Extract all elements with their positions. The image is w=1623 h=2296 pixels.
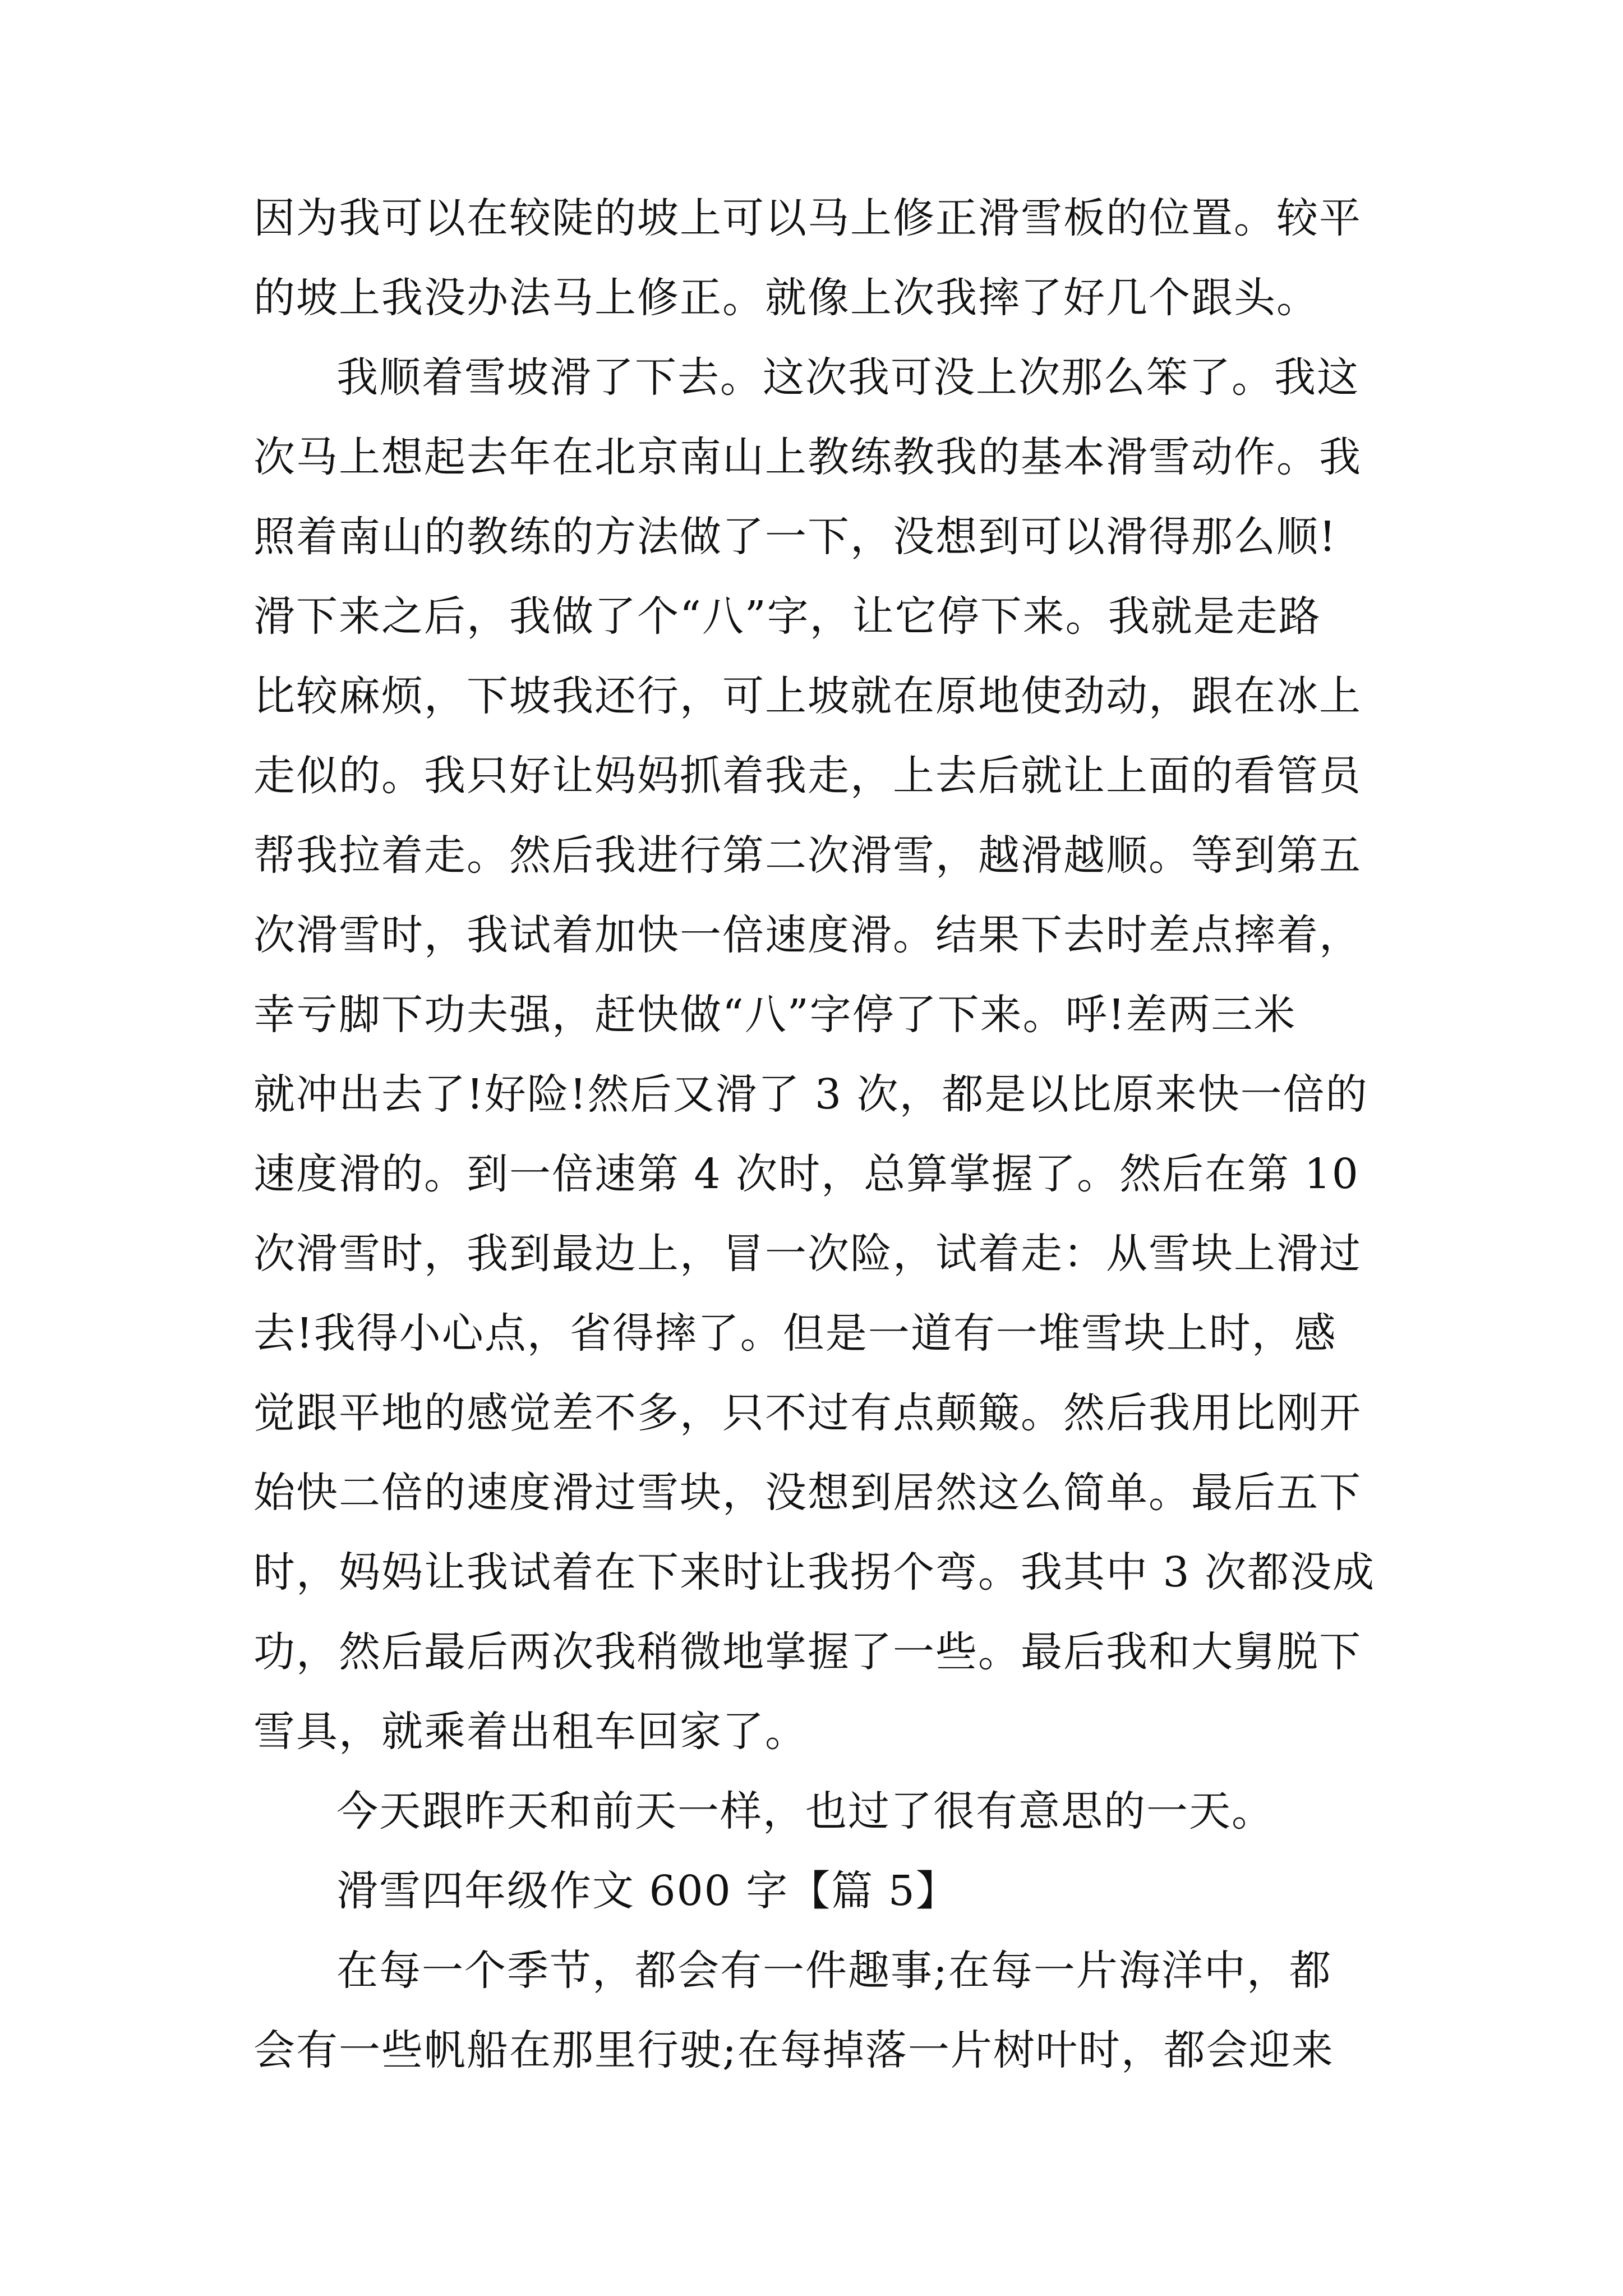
text-line: 照着南山的教练的方法做了一下，没想到可以滑得那么顺! — [253, 513, 1337, 561]
text-line: 的坡上我没办法马上修正。就像上次我摔了好几个跟头。 — [253, 274, 1319, 322]
text-line: 速度滑的。到一倍速第 4 次时，总算掌握了。然后在第 10 — [253, 1150, 1359, 1198]
text-line: 幸亏脚下功夫强，赶快做“八”字停了下来。呼!差两三米 — [253, 991, 1297, 1039]
text-line: 次滑雪时，我试着加快一倍速度滑。结果下去时差点摔着， — [253, 911, 1362, 959]
text-line: 始快二倍的速度滑过雪块，没想到居然这么简单。最后五下 — [253, 1469, 1362, 1517]
text-line: 走似的。我只好让妈妈抓着我走，上去后就让上面的看管员 — [253, 752, 1362, 800]
text-line: 雪具，就乘着出租车回家了。 — [253, 1708, 808, 1756]
text-line: 帮我拉着走。然后我进行第二次滑雪，越滑越顺。等到第五 — [253, 831, 1362, 880]
paragraph-start-line: 我顺着雪坡滑了下去。这次我可没上次那么笨了。我这 — [336, 353, 1359, 402]
paragraph-start-line: 今天跟昨天和前天一样，也过了很有意思的一天。 — [336, 1787, 1274, 1835]
text-line: 觉跟平地的感觉差不多，只不过有点颠簸。然后我用比刚开 — [253, 1389, 1362, 1437]
text-line: 次马上想起去年在北京南山上教练教我的基本滑雪动作。我 — [253, 433, 1362, 481]
text-line: 去!我得小心点，省得摔了。但是一道有一堆雪块上时，感 — [253, 1309, 1337, 1358]
text-line: 次滑雪时，我到最边上，冒一次险，试着走：从雪块上滑过 — [253, 1230, 1362, 1278]
text-line: 比较麻烦，下坡我还行，可上坡就在原地使劲动，跟在冰上 — [253, 672, 1362, 720]
text-line: 会有一些帆船在那里行驶;在每掉落一片树叶时，都会迎来 — [253, 2026, 1334, 2074]
text-line: 滑下来之后，我做了个“八”字，让它停下来。我就是走路 — [253, 592, 1321, 641]
paragraph-start-line: 在每一个季节，都会有一件趣事;在每一片海洋中，都 — [336, 1947, 1332, 1995]
document-body — [253, 178, 1392, 2090]
text-line: 因为我可以在较陡的坡上可以马上修正滑雪板的位置。较平 — [253, 194, 1362, 242]
text-line: 功，然后最后两次我稍微地掌握了一些。最后我和大舅脱下 — [253, 1628, 1362, 1676]
text-line: 时，妈妈让我试着在下来时让我拐个弯。我其中 3 次都没成 — [253, 1548, 1376, 1596]
text-line: 就冲出去了!好险!然后又滑了 3 次，都是以比原来快一倍的 — [253, 1070, 1368, 1119]
section-heading: 滑雪四年级作文 600 字【篇 5】 — [336, 1867, 958, 1915]
